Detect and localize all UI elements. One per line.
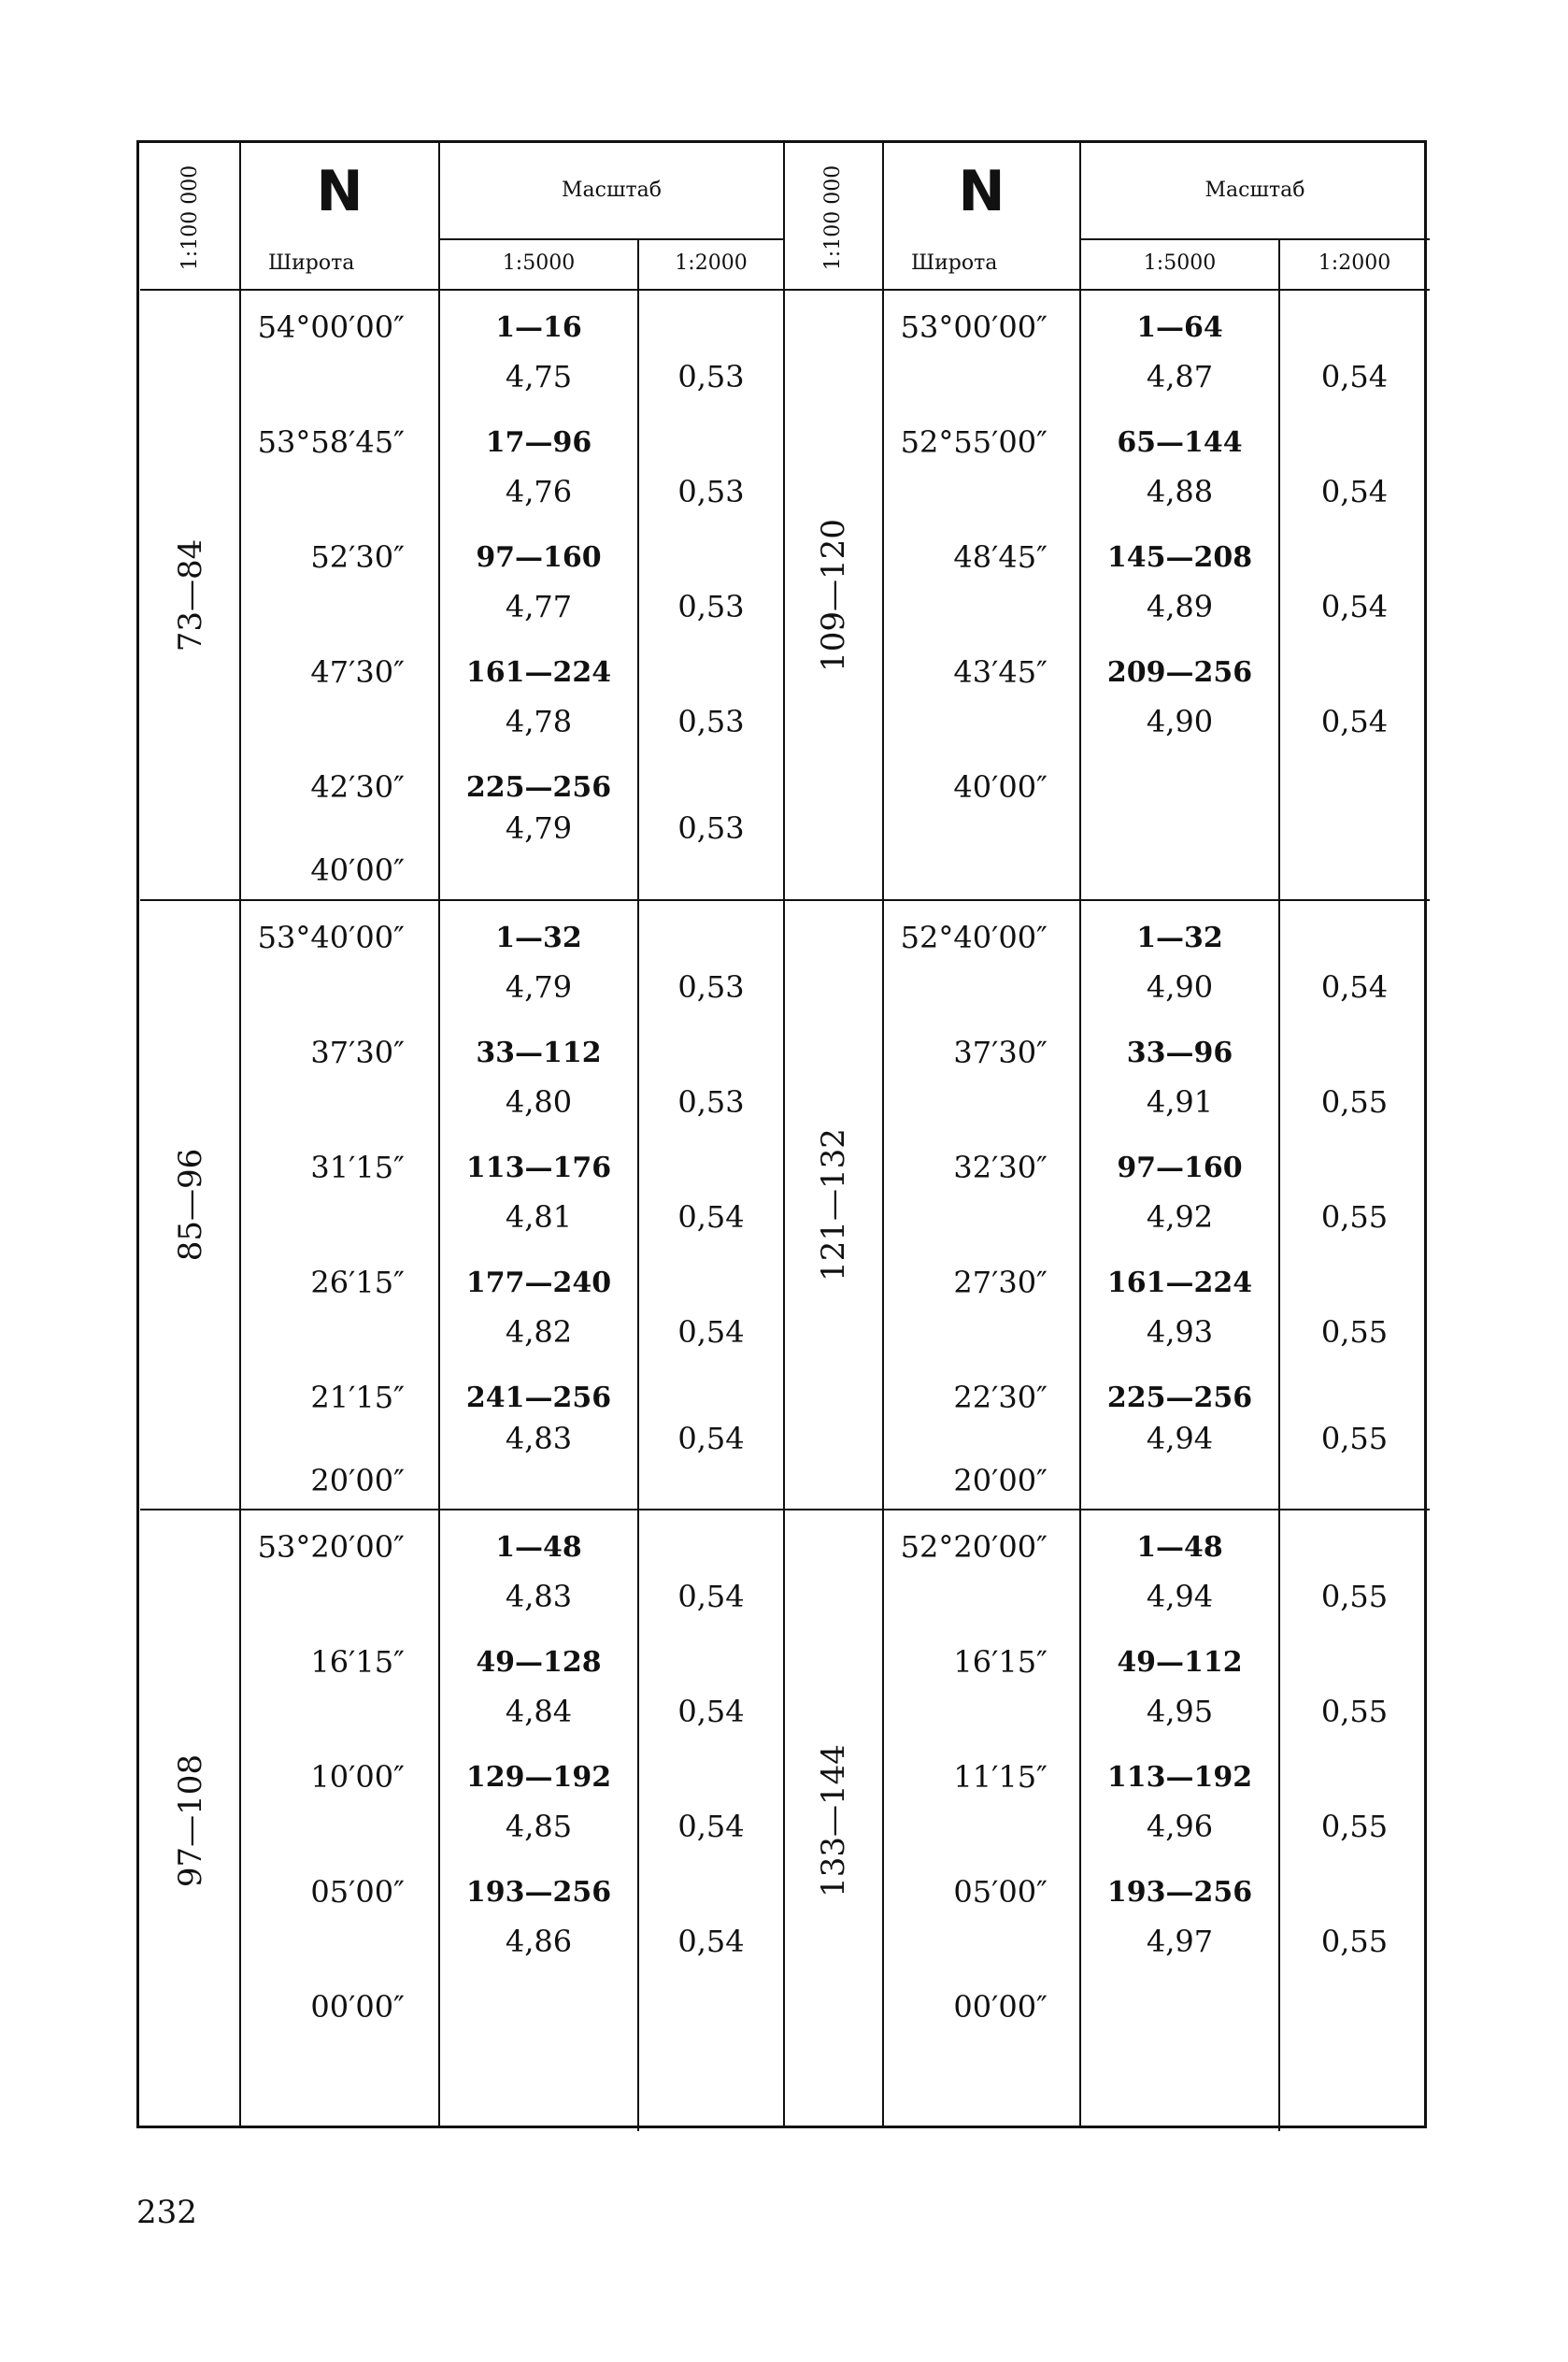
row-rule <box>140 1509 1430 1510</box>
sheet-numbers: 225—256 <box>1106 1381 1253 1414</box>
scale-2000-value: 0,53 <box>677 474 745 509</box>
scale-2000-value: 0,54 <box>1320 474 1389 509</box>
sheet-numbers: 193—256 <box>1106 1876 1253 1909</box>
latitude-value: 11′15″ <box>953 1759 1048 1795</box>
row-rule <box>439 238 784 240</box>
latitude-value: 05′00″ <box>953 1874 1048 1910</box>
scale-5000-value: 4,79 <box>505 810 573 846</box>
scale-5000-value: 4,75 <box>505 359 573 394</box>
column-rule <box>1278 239 1280 2131</box>
scale-5000-value: 4,82 <box>505 1314 573 1350</box>
latitude-value: 52°55′00″ <box>900 424 1048 460</box>
latitude-value: 42′30″ <box>310 769 405 805</box>
scale-5000-value: 4,97 <box>1146 1924 1214 1959</box>
sheet-numbers: 1—48 <box>1136 1531 1223 1564</box>
sheet-numbers: 161—224 <box>465 656 612 689</box>
scale-5000-value: 4,89 <box>1146 589 1214 624</box>
scale-2000-value: 0,55 <box>1320 1314 1389 1350</box>
scale-5000-value: 4,90 <box>1146 704 1214 739</box>
latitude-value: 16′15″ <box>953 1644 1048 1680</box>
sheet-numbers: 193—256 <box>465 1876 612 1909</box>
scale-5000-value: 4,95 <box>1146 1694 1214 1729</box>
page-number: 232 <box>136 2194 197 2231</box>
sheet-numbers: 97—160 <box>1117 1152 1243 1184</box>
scale-2000-value: 0,54 <box>677 1924 745 1959</box>
scale-5000-value: 4,90 <box>1146 969 1214 1005</box>
scale-5000-value: 4,91 <box>1146 1084 1214 1120</box>
latitude-value: 20′00″ <box>953 1463 1048 1498</box>
sheet-range-label: 73—84 <box>171 538 209 651</box>
sheet-range-label: 109—120 <box>815 518 852 672</box>
latitude-value: 37′30″ <box>310 1035 405 1070</box>
column-rule <box>1079 143 1081 2126</box>
sheet-numbers: 1—16 <box>495 311 582 344</box>
sheet-numbers: 1—48 <box>495 1531 582 1564</box>
scale-5000-label: 1:5000 <box>1143 251 1217 275</box>
latitude-value: 47′30″ <box>310 654 405 690</box>
sheet-numbers: 49—112 <box>1117 1646 1243 1679</box>
latitude-value: 48′45″ <box>953 539 1048 575</box>
scale-2000-value: 0,55 <box>1320 1694 1389 1729</box>
scale-5000-value: 4,94 <box>1146 1421 1214 1456</box>
scale-2000-value: 0,54 <box>677 1579 745 1614</box>
scale-5000-value: 4,79 <box>505 969 573 1005</box>
sheet-numbers: 49—128 <box>476 1646 602 1679</box>
scale-2000-value: 0,55 <box>1320 1579 1389 1614</box>
sheet-numbers: 177—240 <box>465 1267 612 1299</box>
latitude-value: 16′15″ <box>310 1644 405 1680</box>
sheet-numbers: 65—144 <box>1117 426 1243 459</box>
sheet-numbers: 33—112 <box>476 1037 602 1069</box>
scale-group-label: Масштаб <box>562 179 662 202</box>
latitude-value: 00′00″ <box>953 1989 1048 2025</box>
latitude-value: 26′15″ <box>310 1265 405 1300</box>
scale-5000-label: 1:5000 <box>502 251 576 275</box>
scale-5000-value: 4,83 <box>505 1579 573 1614</box>
row-rule <box>1080 238 1430 240</box>
latitude-value: 52°20′00″ <box>900 1529 1048 1565</box>
column-rule <box>239 143 241 2126</box>
scale-2000-value: 0,53 <box>677 1084 745 1120</box>
column-rule <box>783 143 785 2126</box>
column-rule <box>438 143 440 2126</box>
sheet-range-label: 85—96 <box>171 1148 209 1262</box>
sheet-numbers: 17—96 <box>485 426 592 459</box>
latitude-column-label: Широта <box>268 251 355 275</box>
scale-5000-value: 4,94 <box>1146 1579 1214 1614</box>
north-hemisphere-letter: N <box>958 159 1005 224</box>
north-hemisphere-letter: N <box>316 159 363 224</box>
latitude-value: 37′30″ <box>953 1035 1048 1070</box>
latitude-value: 05′00″ <box>310 1874 405 1910</box>
sheet-range-label: 121—132 <box>815 1128 852 1281</box>
sheet-numbers: 1—32 <box>495 922 582 954</box>
latitude-value: 21′15″ <box>310 1380 405 1415</box>
sheet-numbers: 225—256 <box>465 771 612 804</box>
sheet-numbers: 129—192 <box>465 1761 612 1794</box>
scale-5000-value: 4,92 <box>1146 1199 1214 1235</box>
scale-2000-label: 1:2000 <box>675 251 748 275</box>
latitude-value: 10′00″ <box>310 1759 405 1795</box>
latitude-value: 53°40′00″ <box>257 920 405 955</box>
scale-5000-value: 4,88 <box>1146 474 1214 509</box>
scale-2000-value: 0,54 <box>677 1199 745 1235</box>
scale-100k-label: 1:100 000 <box>178 165 202 271</box>
sheet-numbers: 1—64 <box>1136 311 1223 344</box>
scale-2000-value: 0,55 <box>1320 1421 1389 1456</box>
scale-5000-value: 4,87 <box>1146 359 1214 394</box>
scale-5000-value: 4,93 <box>1146 1314 1214 1350</box>
scale-2000-value: 0,53 <box>677 704 745 739</box>
sheet-range-label: 97—108 <box>171 1754 209 1887</box>
latitude-value: 53°20′00″ <box>257 1529 405 1565</box>
scale-5000-value: 4,81 <box>505 1199 573 1235</box>
scale-5000-value: 4,96 <box>1146 1809 1214 1844</box>
sheet-numbers: 209—256 <box>1106 656 1253 689</box>
scale-5000-value: 4,86 <box>505 1924 573 1959</box>
scale-2000-value: 0,54 <box>1320 359 1389 394</box>
latitude-value: 31′15″ <box>310 1150 405 1185</box>
scale-group-label: Масштаб <box>1205 179 1305 202</box>
scale-5000-value: 4,85 <box>505 1809 573 1844</box>
map-sheet-table <box>136 140 1427 2128</box>
scale-2000-value: 0,55 <box>1320 1924 1389 1959</box>
sheet-range-label: 133—144 <box>815 1743 852 1897</box>
latitude-value: 52°40′00″ <box>900 920 1048 955</box>
scale-2000-value: 0,54 <box>1320 704 1389 739</box>
sheet-numbers: 97—160 <box>476 541 602 574</box>
latitude-value: 52′30″ <box>310 539 405 575</box>
scale-2000-value: 0,53 <box>677 969 745 1005</box>
sheet-numbers: 161—224 <box>1106 1267 1253 1299</box>
scale-5000-value: 4,84 <box>505 1694 573 1729</box>
scale-5000-value: 4,78 <box>505 704 573 739</box>
scale-2000-value: 0,54 <box>677 1694 745 1729</box>
scale-5000-value: 4,77 <box>505 589 573 624</box>
sheet-numbers: 1—32 <box>1136 922 1223 954</box>
latitude-value: 27′30″ <box>953 1265 1048 1300</box>
scale-2000-label: 1:2000 <box>1318 251 1391 275</box>
scale-2000-value: 0,54 <box>677 1421 745 1456</box>
scale-2000-value: 0,54 <box>677 1314 745 1350</box>
scale-5000-value: 4,76 <box>505 474 573 509</box>
row-rule <box>140 899 1430 901</box>
sheet-numbers: 113—176 <box>465 1152 612 1184</box>
column-rule <box>637 239 639 2131</box>
latitude-value: 53°58′45″ <box>257 424 405 460</box>
scale-5000-value: 4,83 <box>505 1421 573 1456</box>
scale-2000-value: 0,55 <box>1320 1199 1389 1235</box>
scale-2000-value: 0,53 <box>677 810 745 846</box>
latitude-value: 54°00′00″ <box>257 309 405 345</box>
latitude-value: 32′30″ <box>953 1150 1048 1185</box>
scale-2000-value: 0,53 <box>677 589 745 624</box>
latitude-value: 43′45″ <box>953 654 1048 690</box>
scale-2000-value: 0,55 <box>1320 1809 1389 1844</box>
latitude-value: 20′00″ <box>310 1463 405 1498</box>
latitude-value: 00′00″ <box>310 1989 405 2025</box>
column-rule <box>882 143 884 2126</box>
latitude-column-label: Широта <box>911 251 998 275</box>
scale-2000-value: 0,54 <box>677 1809 745 1844</box>
scale-2000-value: 0,54 <box>1320 969 1389 1005</box>
latitude-value: 22′30″ <box>953 1380 1048 1415</box>
sheet-numbers: 33—96 <box>1126 1037 1233 1069</box>
sheet-numbers: 113—192 <box>1106 1761 1253 1794</box>
row-rule <box>140 289 1430 291</box>
latitude-value: 53°00′00″ <box>900 309 1048 345</box>
scale-2000-value: 0,55 <box>1320 1084 1389 1120</box>
latitude-value: 40′00″ <box>310 852 405 888</box>
sheet-numbers: 241—256 <box>465 1381 612 1414</box>
scale-100k-label: 1:100 000 <box>821 165 845 271</box>
latitude-value: 40′00″ <box>953 769 1048 805</box>
scale-2000-value: 0,53 <box>677 359 745 394</box>
scale-2000-value: 0,54 <box>1320 589 1389 624</box>
scale-5000-value: 4,80 <box>505 1084 573 1120</box>
sheet-numbers: 145—208 <box>1106 541 1253 574</box>
